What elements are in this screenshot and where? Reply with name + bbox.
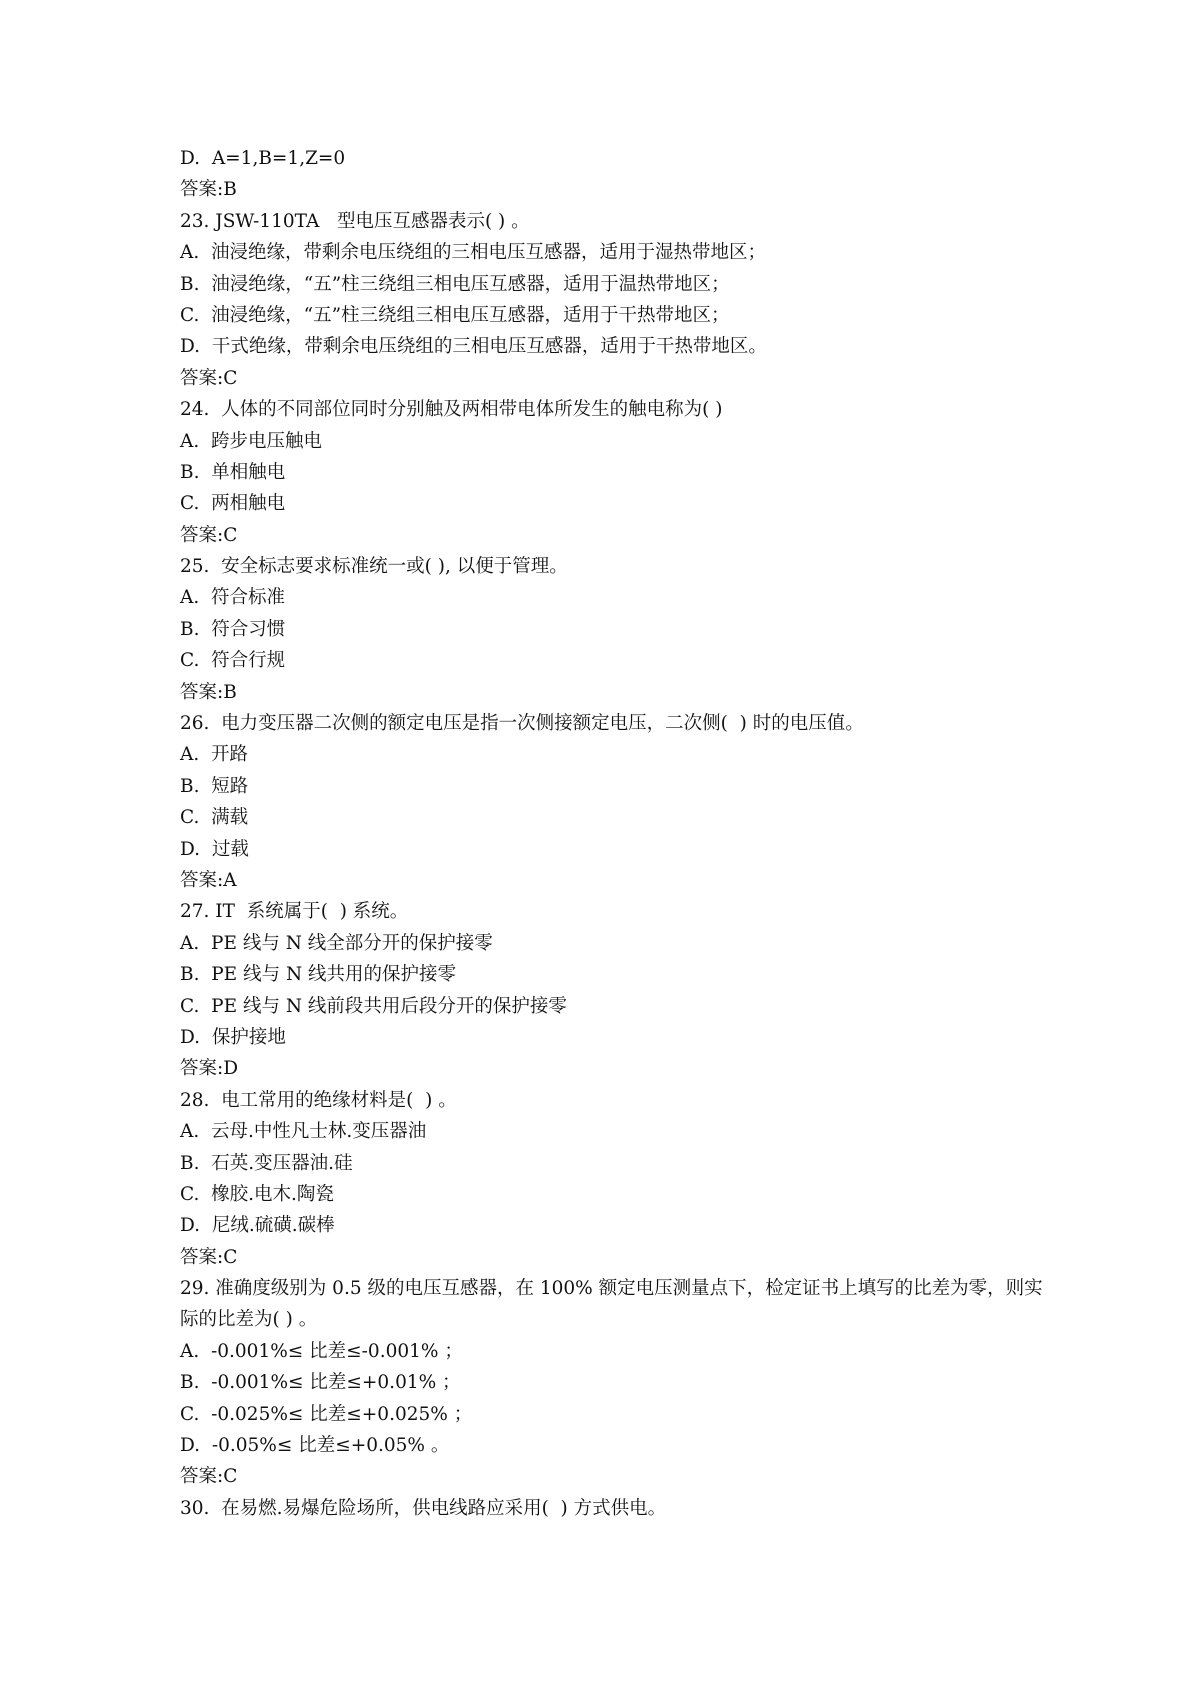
option-line: A. 云母.中性凡士林.变压器油 [180, 1121, 427, 1143]
answer-line: 答案:C [180, 367, 238, 389]
option-line: A. 符合标准 [180, 587, 286, 609]
option-line: C. 两相触电 [180, 493, 286, 515]
option-line: D. 过载 [180, 838, 249, 860]
option-line: B. -0.001%≤ 比差≤+0.01% ； [180, 1372, 461, 1394]
option-line: B. 单相触电 [180, 461, 286, 483]
option-line: D. A=1,B=1,Z=0 [180, 148, 346, 169]
option-line: A. 开路 [180, 744, 249, 766]
question-line: 27. IT 系统属于( ) 系统。 [180, 901, 409, 923]
option-line: A. PE 线与 N 线全部分开的保护接零 [180, 932, 493, 954]
option-line: A. 油浸绝缘，带剩余电压绕组的三相电压互感器，适用于湿热带地区； [180, 242, 767, 264]
option-line: C. 油浸绝缘，“五”柱三绕组三相电压互感器，适用于干热带地区； [180, 304, 730, 326]
option-line: A. -0.001%≤ 比差≤-0.001% ； [180, 1340, 463, 1362]
option-line: D. 尼绒.硫磺.碳棒 [180, 1215, 335, 1237]
answer-line: 答案:C [180, 1246, 238, 1268]
question-line: 26. 电力变压器二次侧的额定电压是指一次侧接额定电压，二次侧( ) 时的电压值。 [180, 713, 864, 735]
option-line: C. PE 线与 N 线前段共用后段分开的保护接零 [180, 995, 567, 1017]
option-line: B. 石英.变压器油.硅 [180, 1152, 353, 1174]
question-line: 30. 在易燃.易爆危险场所，供电线路应采用( ) 方式供电。 [180, 1497, 667, 1519]
option-line: C. 满载 [180, 807, 249, 829]
question-line: 25. 安全标志要求标准统一或( ), 以便于管理。 [180, 556, 568, 578]
question-line: 29. 准确度级别为 0.5 级的电压互感器，在 100% 额定电压测量点下，检定证书上填写的比差为零，则实际的比差为( ) 。 [180, 1278, 1043, 1331]
document-body [180, 143, 1060, 1524]
option-line: A. 跨步电压触电 [180, 430, 323, 452]
option-line: D. 干式绝缘，带剩余电压绕组的三相电压互感器，适用于干热带地区。 [180, 336, 767, 358]
answer-line: 答案:C [180, 1466, 238, 1488]
option-line: D. 保护接地 [180, 1026, 286, 1048]
answer-line: 答案:B [180, 681, 237, 703]
option-line: C. 橡胶.电木.陶瓷 [180, 1183, 334, 1205]
option-line: B. 短路 [180, 775, 249, 797]
option-line: B. PE 线与 N 线共用的保护接零 [180, 964, 457, 986]
question-line: 24. 人体的不同部位同时分别触及两相带电体所发生的触电称为( ) [180, 399, 723, 421]
option-line: D. -0.05%≤ 比差≤+0.05% 。 [180, 1435, 450, 1457]
option-line: B. 符合习惯 [180, 618, 286, 640]
question-line: 23. JSW-110TA 型电压互感器表示( ) 。 [180, 210, 530, 232]
option-line: C. -0.025%≤ 比差≤+0.025% ； [180, 1403, 473, 1425]
question-line: 28. 电工常用的绝缘材料是( ) 。 [180, 1089, 457, 1111]
answer-line: 答案:C [180, 524, 238, 546]
option-line: B. 油浸绝缘，“五”柱三绕组三相电压互感器，适用于温热带地区； [180, 273, 730, 295]
option-line: C. 符合行规 [180, 650, 286, 672]
answer-line: 答案:A [180, 869, 237, 891]
answer-line: 答案:D [180, 1058, 239, 1080]
answer-line: 答案:B [180, 179, 237, 201]
